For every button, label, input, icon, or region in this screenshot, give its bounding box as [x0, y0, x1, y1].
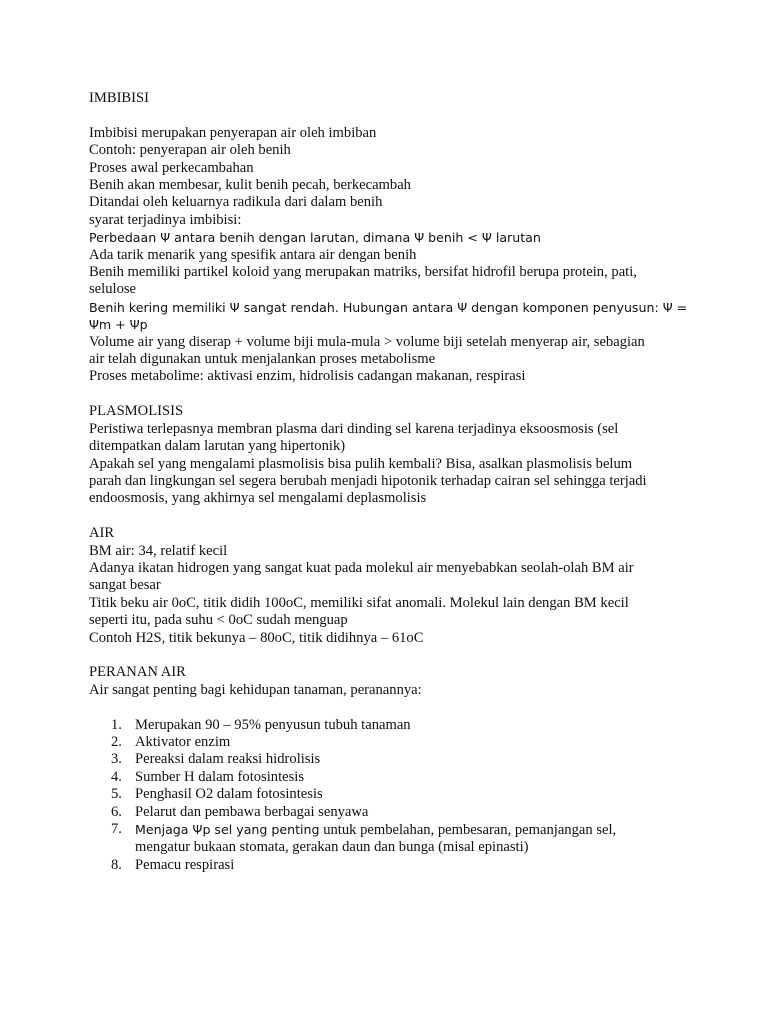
- list-item: [89, 804, 689, 821]
- section-heading: PERANAN AIR: [89, 664, 186, 681]
- list-item: [89, 734, 689, 751]
- paragraph-line: parah dan lingkungan sel segera berubah menjadi hipotonik terhadap cairan sel sehingga terjadi: [89, 472, 647, 489]
- list-item: [89, 857, 689, 874]
- list-gap: [89, 699, 689, 716]
- paragraph-line: Volume air yang diserap + volume biji mula-mula > volume biji setelah menyerap air, sebagian: [89, 333, 645, 350]
- list-number: 1.: [111, 716, 122, 733]
- paragraph-line: Benih memiliki partikel koloid yang merupakan matriks, bersifat hidrofil berupa protein, pati,: [89, 264, 637, 281]
- paragraph-line: Proses awal perkecambahan: [89, 159, 254, 176]
- list-item-text: mengatur bukaan stomata, gerakan daun dan bunga (misal epinasti): [135, 839, 529, 856]
- list-item-text-rest: untuk pembelahan, pembesaran, pemanjangan sel,: [319, 821, 617, 838]
- section-heading: PLASMOLISIS: [89, 403, 184, 420]
- paragraph-line: ditempatkan dalam larutan yang hipertonik): [89, 438, 346, 455]
- list-item-text: Pelarut dan pembawa berbagai senyawa: [135, 803, 369, 820]
- paragraph-line: Contoh: penyerapan air oleh benih: [89, 142, 291, 159]
- list-item: [89, 751, 689, 768]
- section-heading: AIR: [89, 525, 115, 542]
- paragraph-line: endoosmosis, yang akhirnya sel mengalami deplasmolisis: [89, 490, 427, 507]
- paragraph-line: seperti itu, pada suhu < 0oC sudah menguap: [89, 612, 348, 629]
- list-item: [89, 717, 689, 734]
- paragraph-line: Apakah sel yang mengalami plasmolisis bisa pulih kembali? Bisa, asalkan plasmolisis belum: [89, 455, 633, 472]
- paragraph-line: Imbibisi merupakan penyerapan air oleh imbiban: [89, 124, 377, 141]
- paragraph-line: air telah digunakan untuk menjalankan proses metabolisme: [89, 351, 436, 368]
- list-number: 6.: [111, 803, 122, 820]
- list-number: 8.: [111, 856, 122, 873]
- paragraph-line: Adanya ikatan hidrogen yang sangat kuat pada molekul air menyebabkan seolah-olah BM air: [89, 559, 634, 576]
- paragraph-line: BM air: 34, relatif kecil: [89, 542, 228, 559]
- paragraph-line: Air sangat penting bagi kehidupan tanaman, peranannya:: [89, 681, 422, 698]
- section-plasmolisis: [89, 386, 689, 508]
- list-number: 4.: [111, 768, 122, 785]
- paragraph-line: Benih kering memiliki Ψ sangat rendah. Hubungan antara Ψ dengan komponen penyusun: Ψ =: [89, 299, 688, 315]
- paragraph-line: sangat besar: [89, 577, 161, 594]
- list-item-text: Penghasil O2 dalam fotosintesis: [135, 786, 323, 803]
- list-item-text: Merupakan 90 – 95% penyusun tubuh tanaman: [135, 716, 411, 733]
- paragraph-line: Proses metabolime: aktivasi enzim, hidrolisis cadangan makanan, respirasi: [89, 368, 526, 385]
- paragraph-line: Perbedaan Ψ antara benih dengan larutan, dimana Ψ benih < Ψ larutan: [89, 230, 541, 246]
- list-number: 5.: [111, 786, 122, 803]
- section-peranan-air: [89, 647, 689, 874]
- list-number: 3.: [111, 751, 122, 768]
- list-number: 2.: [111, 733, 122, 750]
- list-item-text: Pemacu respirasi: [135, 856, 235, 873]
- list-item-text: [135, 821, 689, 839]
- section-air: [89, 508, 689, 647]
- paragraph-line: Ditandai oleh keluarnya radikula dari dalam benih: [89, 194, 383, 211]
- section-heading: IMBIBISI: [89, 90, 149, 106]
- list-item-text: Aktivator enzim: [135, 733, 231, 750]
- list-item: [89, 821, 689, 857]
- document-body: [89, 90, 689, 874]
- list-item: [89, 786, 689, 803]
- list-item-text: Pereaksi dalam reaksi hidrolisis: [135, 751, 321, 768]
- paragraph-line: Ψm + Ψp: [89, 317, 148, 333]
- section-gap: [89, 508, 689, 525]
- list-item: [89, 769, 689, 786]
- numbered-list: [89, 717, 689, 875]
- paragraph-line: Contoh H2S, titik bekunya – 80oC, titik didihnya – 61oC: [89, 629, 424, 646]
- paragraph-line: Ada tarik menarik yang spesifik antara air dengan benih: [89, 246, 417, 263]
- paragraph-line: selulose: [89, 281, 137, 298]
- list-item-text-part: Menjaga Ψp sel yang penting: [135, 821, 320, 837]
- paragraph-line: Peristiwa terlepasnya membran plasma dari dinding sel karena terjadinya eksoosmosis (sel: [89, 420, 619, 437]
- heading-gap: [89, 107, 689, 124]
- paragraph-line: Benih akan membesar, kulit benih pecah, berkecambah: [89, 177, 411, 194]
- section-gap: [89, 647, 689, 664]
- paragraph-line: Titik beku air 0oC, titik didih 100oC, memiliki sifat anomali. Molekul lain dengan BM kecil: [89, 594, 629, 611]
- paragraph-line: syarat terjadinya imbibisi:: [89, 211, 242, 228]
- list-number: 7.: [111, 820, 122, 837]
- section-imbibisi: [89, 90, 689, 386]
- list-item-text: Sumber H dalam fotosintesis: [135, 768, 305, 785]
- section-gap: [89, 386, 689, 403]
